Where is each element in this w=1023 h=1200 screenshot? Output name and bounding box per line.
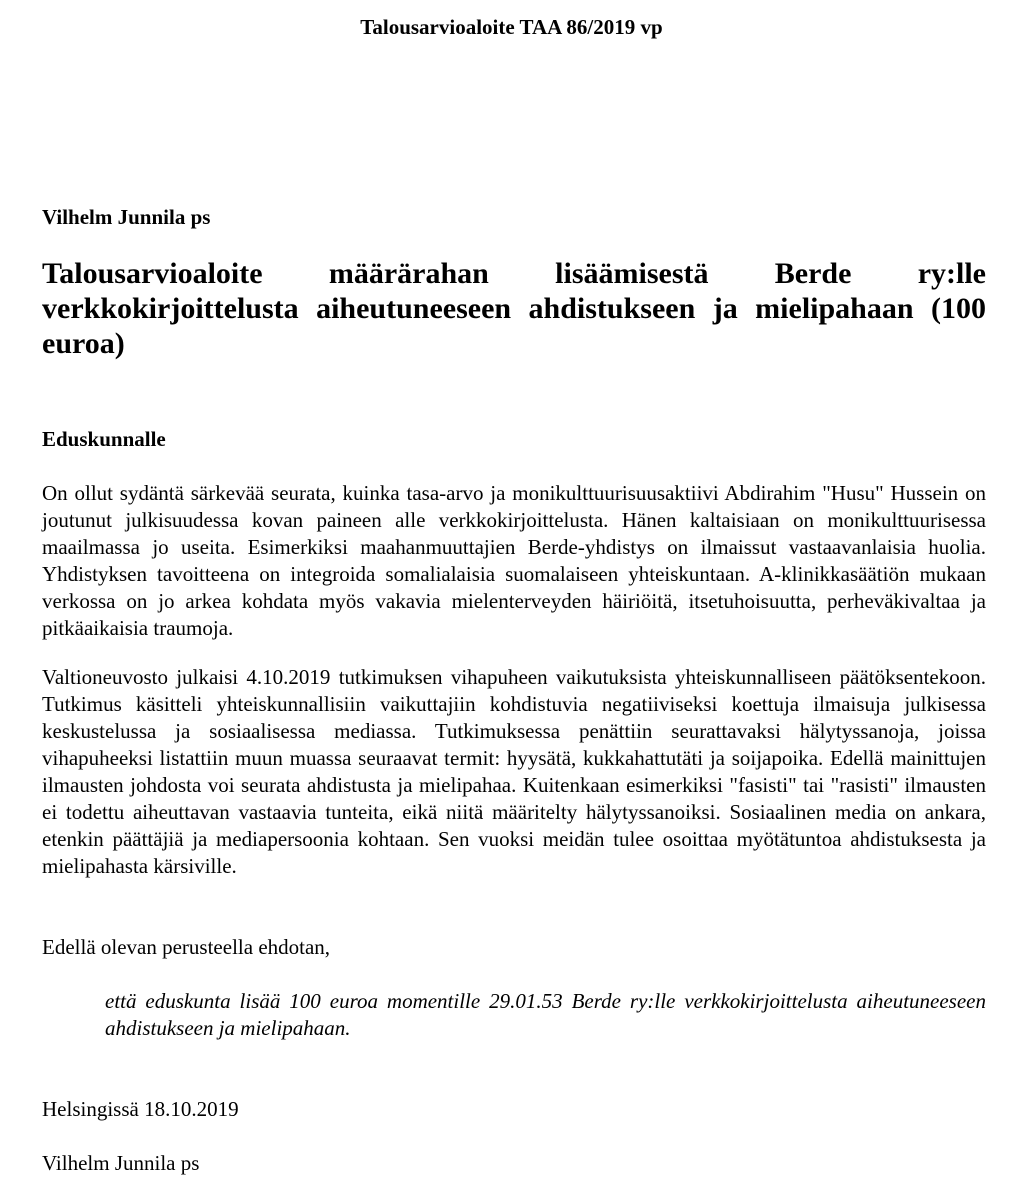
place-date: Helsingissä 18.10.2019 — [42, 1097, 239, 1121]
proposal-text: että eduskunta lisää 100 euroa momentille 29.01.53 Berde ry:lle verkkokirjoittelusta aiheutuneeseen ahdistukseen ja mielipahaan. — [105, 989, 986, 1040]
body-paragraph-1: On ollut sydäntä särkevää seurata, kuinka tasa-arvo ja monikulttuurisuusaktiivi Abdirahim "Husu" Hussein on joutunut julkisuudessa kovan paineen alle verkkokirjoittelusta. Hänen kaltaisiaan on monikulttuurisessa maailmassa jo useita. Esimerkiksi maahanmuuttajien Berde-yhdistys on ilmaissut vastaavanlaisia huolia. Yhdistyksen tavoitteena on integroida somalialaisia suomalaiseen yhteiskuntaan. A-klinikkasäätiön mukaan verkossa on jo arkea kohdata myös vakavia mielenterveyden häiriöitä, itsetuhoisuutta, perheväkivaltaa ja pitkäaikaisia traumoja. — [42, 481, 986, 640]
body-paragraph-2: Valtioneuvosto julkaisi 4.10.2019 tutkimuksen vihapuheen vaikutuksista yhteiskunnalliseen päätöksentekoon. Tutkimus käsitteli yhteiskunnallisiin vaikuttajiin kohdistuvia negatiiviseksi koettuja ilmaisuja julkisessa keskustelussa ja sosiaalisessa mediassa. Tutkimuksessa penättiin seurattavaksi hälytyssanoja, joissa vihapuheeksi listattiin muun muassa seuraavat termit: hyysätä, kukkahattutäti ja soijapoika. Edellä mainittujen ilmausten johdosta voi seurata ahdistusta ja mielipahaa. Kuitenkaan esimerkiksi "fasisti" tai "rasisti" ilmausten ei todettu aiheuttavan vastaavia tunteita, eikä niitä määritelty hälytyssanoiksi. Sosiaalinen media on ankara, etenkin päättäjiä ja mediapersoonia kohtaan. Sen vuoksi meidän tulee osoittaa myötätuntoa ahdistuksesta ja mielipahasta kärsiville. — [42, 665, 986, 878]
proposal-intro: Edellä olevan perusteella ehdotan, — [42, 935, 331, 959]
document-header: Talousarvioaloite TAA 86/2019 vp — [360, 15, 663, 39]
document-title: Talousarvioaloite määrärahan lisäämisestä Berde ry:lle verkkokirjoittelusta aiheutuneeseen ahdistukseen ja mielipahaan (100 euroa) — [42, 257, 986, 360]
signature: Vilhelm Junnila ps — [42, 1151, 200, 1175]
author-name: Vilhelm Junnila ps — [42, 205, 211, 229]
salutation: Eduskunnalle — [42, 427, 166, 451]
